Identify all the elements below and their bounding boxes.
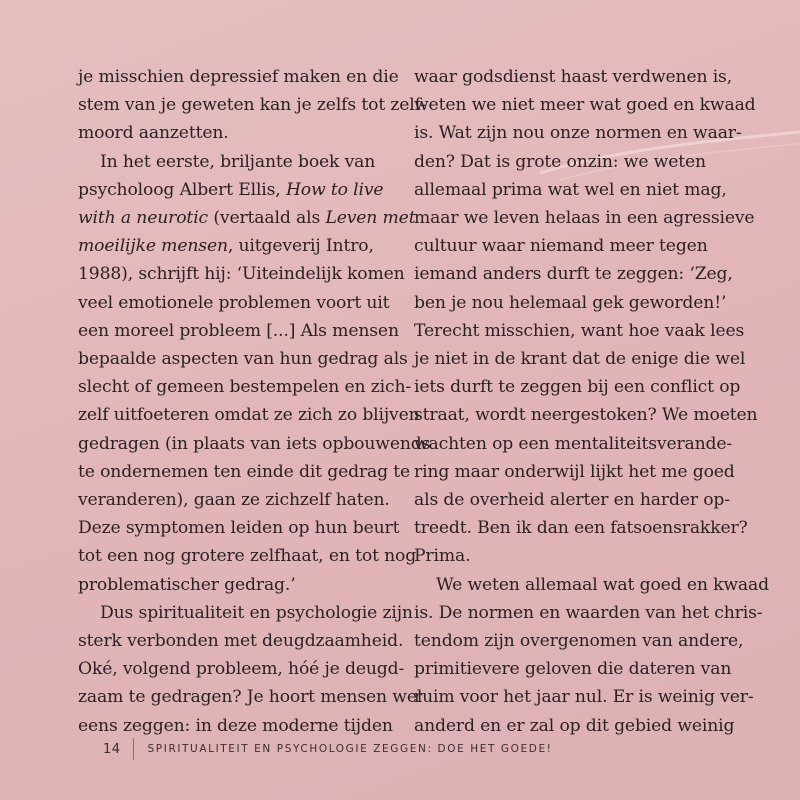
- text-line: ben je nou helemaal gek geworden!’: [414, 292, 727, 313]
- text-line: In het eerste, briljante boek van: [100, 151, 376, 172]
- text-line: maar we leven helaas in een agressieve: [414, 208, 755, 229]
- text-line: tot een nog grotere zelfhaat, en tot nog: [78, 546, 417, 567]
- text-line: ruim voor het jaar nul. Er is weinig ver-: [414, 687, 754, 708]
- text-line: wachten op een mentaliteitsverande-: [414, 433, 733, 454]
- text-line: een moreel probleem [...] Als mensen: [78, 320, 399, 341]
- text-line: cultuur waar niemand meer tegen: [414, 236, 708, 257]
- text-line: psycholoog Albert Ellis, How to live: [78, 179, 384, 200]
- text-line: slecht of gemeen bestempelen en zich-: [78, 377, 412, 398]
- text-line: with a neurotic (vertaald als Leven met: [78, 208, 416, 229]
- text-line: veranderen), gaan ze zichzelf haten.: [78, 490, 390, 511]
- text-line: moord aanzetten.: [78, 123, 229, 144]
- page-number: 14: [103, 741, 121, 757]
- text-line: sterk verbonden met deugdzaamheid.: [78, 631, 404, 652]
- text-line: zaam te gedragen? Je hoort mensen wel: [78, 687, 423, 708]
- text-line: waar godsdienst haast verdwenen is,: [414, 67, 733, 87]
- text-line: Dus spiritualiteit en psychologie zijn: [100, 602, 413, 623]
- text-line: den? Dat is grote onzin: we weten: [414, 151, 706, 172]
- text-line: weten we niet meer wat goed en kwaad: [414, 95, 756, 116]
- text-line: veel emotionele problemen voort uit: [78, 292, 390, 313]
- text-line: je niet in de krant dat de enige die wel: [414, 349, 746, 370]
- text-line: moeilijke mensen, uitgeverij Intro,: [78, 236, 374, 257]
- text-line: treedt. Ben ik dan een fatsoensrakker?: [414, 518, 748, 539]
- text-line: eens zeggen: in deze moderne tijden: [78, 715, 393, 736]
- text-line: je misschien depressief maken en die: [78, 67, 399, 87]
- text-line: primitievere geloven die dateren van: [414, 659, 732, 680]
- text-line: is. Wat zijn nou onze normen en waar-: [414, 123, 742, 144]
- text-line: iemand anders durft te zeggen: ‘Zeg,: [414, 264, 733, 285]
- text-line: Deze symptomen leiden op hun beurt: [78, 518, 400, 539]
- text-line: allemaal prima wat wel en niet mag,: [414, 179, 727, 200]
- text-line: We weten allemaal wat goed en kwaad: [436, 574, 769, 595]
- left-column: [78, 63, 431, 740]
- text-line: anderd en er zal op dit gebied weinig: [414, 715, 735, 736]
- text-line: tendom zijn overgenomen van andere,: [414, 631, 744, 652]
- text-line: gedragen (in plaats van iets opbouwends: [78, 433, 431, 454]
- text-line: is. De normen en waarden van het chris-: [414, 602, 763, 623]
- text-line: als de overheid alerter en harder op-: [414, 490, 730, 511]
- text-line: te ondernemen ten einde dit gedrag te: [78, 461, 411, 482]
- text-line: ring maar onderwijl lijkt het me goed: [414, 461, 735, 482]
- text-line: Terecht misschien, want hoe vaak lees: [414, 320, 745, 341]
- text-line: straat, wordt neergestoken? We moeten: [414, 405, 758, 426]
- footer-divider: [133, 738, 134, 760]
- text-line: Prima.: [414, 546, 471, 567]
- text-line: zelf uitfoeteren omdat ze zich zo blijven: [78, 405, 420, 426]
- text-line: Oké, volgend probleem, hóé je deugd-: [78, 659, 405, 680]
- text-line: iets durft te zeggen bij een conflict op: [414, 377, 741, 398]
- text-line: bepaalde aspecten van hun gedrag als: [78, 349, 408, 370]
- running-title: SPIRITUALITEIT EN PSYCHOLOGIE ZEGGEN: DOE HET GOEDE!: [147, 743, 553, 755]
- page-footer: [103, 738, 553, 760]
- right-column: [414, 63, 769, 740]
- text-line: stem van je geweten kan je zelfs tot zelf-: [78, 95, 426, 116]
- text-line: problematischer gedrag.’: [78, 574, 296, 595]
- text-line: 1988), schrijft hij: ‘Uiteindelijk komen: [78, 264, 405, 285]
